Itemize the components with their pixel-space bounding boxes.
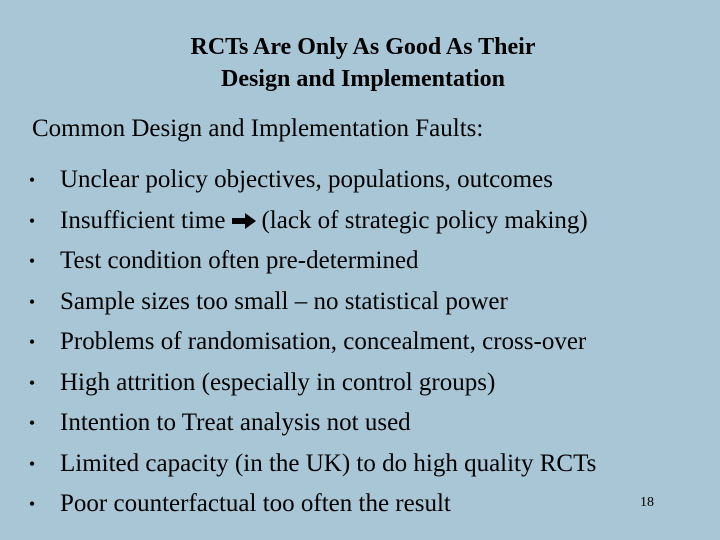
bullet-icon: • <box>28 251 36 271</box>
slide-title <box>0 31 720 95</box>
bullet-icon: • <box>28 372 36 393</box>
bullet-icon: • <box>28 453 36 474</box>
title-line-1: RCTs Are Only As Good As Their <box>190 34 536 60</box>
bullet-icon: • <box>28 494 36 514</box>
bullet-text: Test condition often pre-determined <box>60 247 419 274</box>
bullet-icon: • <box>28 332 36 352</box>
bullet-text: Problems of randomisation, concealment, cross-over <box>60 328 587 355</box>
bullet-text-before: Insufficient time <box>60 206 226 234</box>
page-number: 18 <box>640 495 654 510</box>
bullet-text: High attrition (especially in control groups) <box>60 368 496 396</box>
bullet-icon: • <box>28 413 36 433</box>
intro-text: Common Design and Implementation Faults: <box>32 115 484 142</box>
bullet-text: Limited capacity (in the UK) to do high quality RCTs <box>60 449 597 477</box>
bullet-text: Intention to Treat analysis not used <box>60 409 411 436</box>
bullet-text <box>60 201 588 242</box>
bullet-text: Unclear policy objectives, populations, outcomes <box>60 166 553 193</box>
bullet-icon: • <box>28 210 36 231</box>
title-line-2: Design and Implementation <box>220 66 506 92</box>
bullet-text-after: (lack of strategic policy making) <box>261 206 588 234</box>
bullet-icon: • <box>28 170 36 190</box>
bullet-text: Poor counterfactual too often the result <box>60 490 451 517</box>
right-arrow-icon <box>229 211 259 231</box>
bullet-text: Sample sizes too small – no statistical power <box>60 287 508 315</box>
bullet-icon: • <box>28 291 36 312</box>
